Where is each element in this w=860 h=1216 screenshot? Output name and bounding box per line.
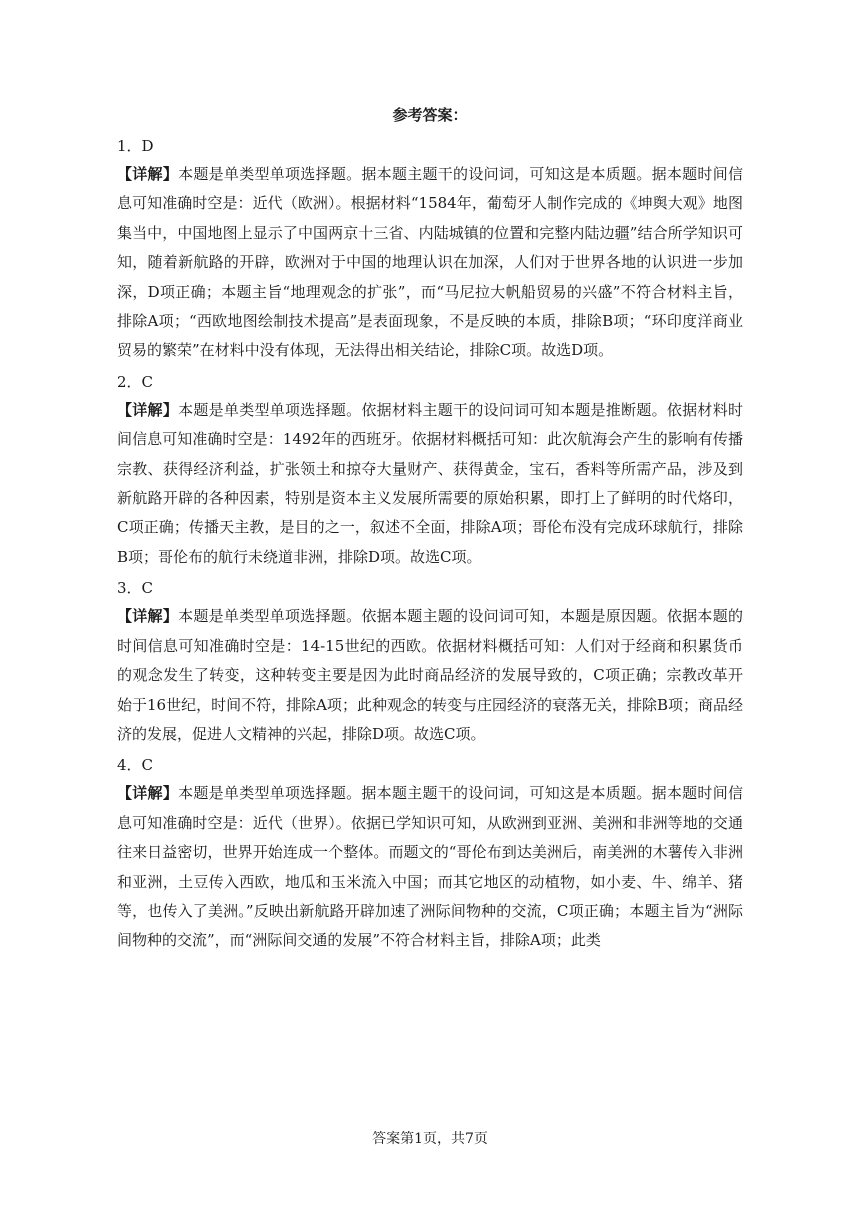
answer-explanation-4 bbox=[117, 779, 743, 955]
answer-number-4: 4．C bbox=[117, 756, 154, 775]
explanation-label: 【详解】 bbox=[117, 607, 179, 626]
answer-list bbox=[117, 130, 743, 956]
answer-number-2: 2．C bbox=[117, 372, 154, 391]
explanation-text: 本题是单类型单项选择题。依据本题主题的设问词可知，本题是原因题。依据本题的时间信息可知准确时空是：14-15世纪的西欧。依据材料概括可知：人们对于经商和积累货币的观念发生了转变，这种转变主要是因为此时商品经济的发展导致的，C项正确；宗教改革开始于16世纪，时间不符，排除A项；此种观念的转变与庄园经济的衰落无关，排除B项；商品经济的发展，促进人文精神的兴起，排除D项。故选C项。 bbox=[117, 607, 743, 743]
page-title: 参考答案： bbox=[392, 106, 468, 124]
explanation-label: 【详解】 bbox=[117, 400, 179, 419]
answer-explanation-1 bbox=[117, 160, 743, 366]
explanation-label: 【详解】 bbox=[117, 784, 179, 803]
answer-explanation-2 bbox=[117, 396, 743, 572]
answer-number-1: 1．D bbox=[117, 137, 154, 155]
answer-number-3: 3．C bbox=[117, 579, 154, 598]
page-footer: 答案第1页，共7页 bbox=[372, 1131, 488, 1147]
answer-explanation-3 bbox=[117, 602, 743, 749]
explanation-text: 本题是单类型单项选择题。据本题主题干的设问词，可知这是本质题。据本题时间信息可知准确时空是：近代（欧洲）。根据材料“1584年，葡萄牙人制作完成的《坤舆大观》地图集当中，中国地图上显示了中国两京十三省、内陆城镇的位置和完整内陆边疆”结合所学知识可知，随着新航路的开辟，欧洲对于中国的地理认识在加深，人们对于世界各地的认识进一步加深，D项正确；本题主旨“地理观念的扩张”，而“马尼拉大帆船贸易的兴盛”不符合材料主旨，排除A项；“西欧地图绘制技术提高”是表面现象，不是反映的本质，排除B项；“环印度洋商业贸易的繁荣”在材料中没有体现，无法得出相关结论，排除C项。故选D项。 bbox=[117, 165, 743, 360]
explanation-text: 本题是单类型单项选择题。据本题主题干的设问词，可知这是本质题。据本题时间信息可知准确时空是：近代（世界）。依据已学知识可知，从欧洲到亚洲、美洲和非洲等地的交通往来日益密切，世界开始连成一个整体。而题文的“哥伦布到达美洲后，南美洲的木薯传入非洲和亚洲，土豆传入西欧，地瓜和玉米流入中国；而其它地区的动植物，如小麦、牛、绵羊、猪等，也传入了美洲。”反映出新航路开辟加速了洲际间物种的交流，C项正确；本题主旨为“洲际间物种的交流”，而“洲际间交通的发展”不符合材料主旨，排除A项；此类 bbox=[117, 784, 743, 950]
explanation-label: 【详解】 bbox=[117, 165, 179, 183]
explanation-text: 本题是单类型单项选择题。依据材料主题干的设问词可知本题是推断题。依据材料时间信息可知准确时空是：1492年的西班牙。依据材料概括可知：此次航海会产生的影响有传播宗教、获得经济利益，扩张领土和掠夺大量财产、获得黄金，宝石，香料等所需产品，涉及到新航路开辟的各种因素，特别是资本主义发展所需要的原始积累，即打上了鲜明的时代烙印，C项正确；传播天主教，是目的之一，叙述不全面，排除A项；哥伦布没有完成环球航行，排除B项；哥伦布的航行未绕道非洲，排除D项。故选C项。 bbox=[117, 400, 743, 566]
